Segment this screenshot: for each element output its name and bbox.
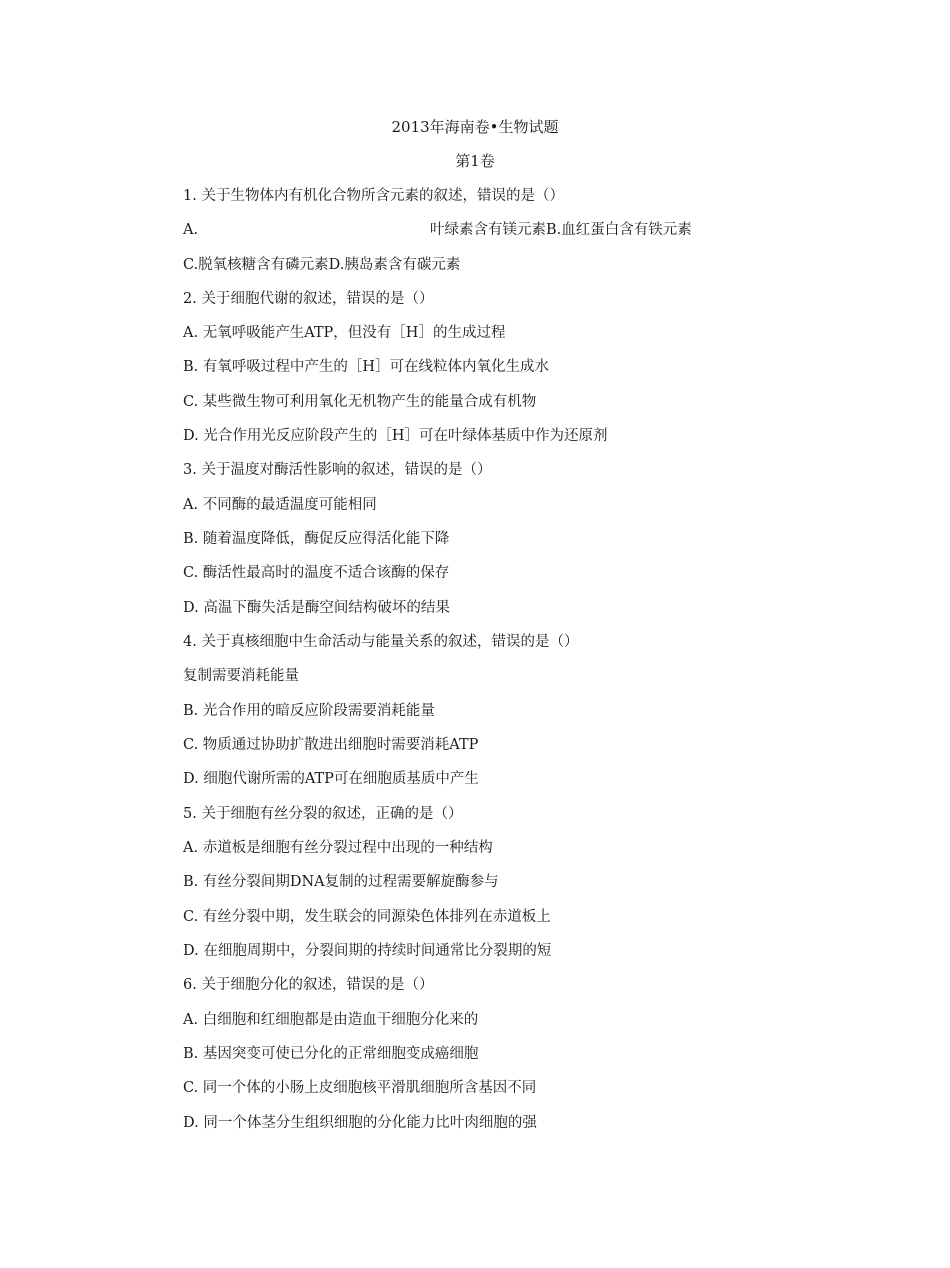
question-5-option-a: A. 赤道板是细胞有丝分裂过程中出现的一种结构	[183, 840, 493, 856]
question-6-option-d: D. 同一个体茎分生组织细胞的分化能力比叶肉细胞的强	[183, 1115, 537, 1131]
question-2-stem: 2. 关于细胞代谢的叙述，错误的是（）	[183, 291, 434, 307]
question-5-option-c: C. 有丝分裂中期，发生联会的同源染色体排列在赤道板上	[183, 909, 551, 925]
question-5-option-b: B. 有丝分裂间期DNA复制的过程需要解旋酶参与	[183, 874, 499, 890]
question-4-option-b: B. 光合作用的暗反应阶段需要消耗能量	[183, 703, 435, 719]
document-subtitle: 第1卷	[455, 152, 495, 170]
question-5-option-d: D. 在细胞周期中，分裂间期的持续时间通常比分裂期的短	[183, 943, 552, 959]
question-5-stem: 5. 关于细胞有丝分裂的叙述，正确的是（）	[183, 806, 463, 822]
document-title: 2013年海南卷•生物试题	[391, 118, 559, 136]
question-6-option-a: A. 白细胞和红细胞都是由造血干细胞分化来的	[183, 1012, 479, 1028]
question-2-option-d: D. 光合作用光反应阶段产生的［H］可在叶绿体基质中作为还原剂	[183, 428, 608, 444]
question-4-stem: 4. 关于真核细胞中生命活动与能量关系的叙述，错误的是（）	[183, 634, 579, 650]
question-4-option-d: D. 细胞代谢所需的ATP可在细胞质基质中产生	[183, 771, 479, 787]
question-6-stem: 6. 关于细胞分化的叙述，错误的是（）	[183, 977, 434, 993]
question-6-option-c: C. 同一个体的小肠上皮细胞核平滑肌细胞所含基因不同	[183, 1080, 537, 1096]
question-1-stem: 1. 关于生物体内有机化合物所含元素的叙述，错误的是（）	[183, 188, 564, 204]
question-1-options-c-d: C.脱氧核糖含有磷元素D.胰岛素含有碳元素	[183, 257, 461, 273]
question-1-option-a-label: A.	[183, 222, 199, 238]
question-3-option-b: B. 随着温度降低，酶促反应得活化能下降	[183, 531, 450, 547]
question-3-option-d: D. 高温下酶失活是酶空间结构破坏的结果	[183, 600, 450, 616]
question-4-option-a: 复制需要消耗能量	[183, 668, 299, 684]
question-1-options-a-b: 叶绿素含有镁元素B.血红蛋白含有铁元素	[430, 222, 692, 238]
question-2-option-b: B. 有氧呼吸过程中产生的［H］可在线粒体内氧化生成水	[183, 359, 550, 375]
question-3-stem: 3. 关于温度对酶活性影响的叙述，错误的是（）	[183, 462, 492, 478]
question-3-option-a: A. 不同酶的最适温度可能相同	[183, 497, 377, 513]
question-2-option-a: A. 无氧呼吸能产生ATP，但没有［H］的生成过程	[183, 325, 506, 341]
question-3-option-c: C. 酶活性最高时的温度不适合该酶的保存	[183, 565, 450, 581]
question-6-option-b: B. 基因突变可使已分化的正常细胞变成癌细胞	[183, 1046, 479, 1062]
question-4-option-c: C. 物质通过协助扩散进出细胞时需要消耗ATP	[183, 737, 479, 753]
question-2-option-c: C. 某些微生物可利用氧化无机物产生的能量合成有机物	[183, 394, 537, 410]
